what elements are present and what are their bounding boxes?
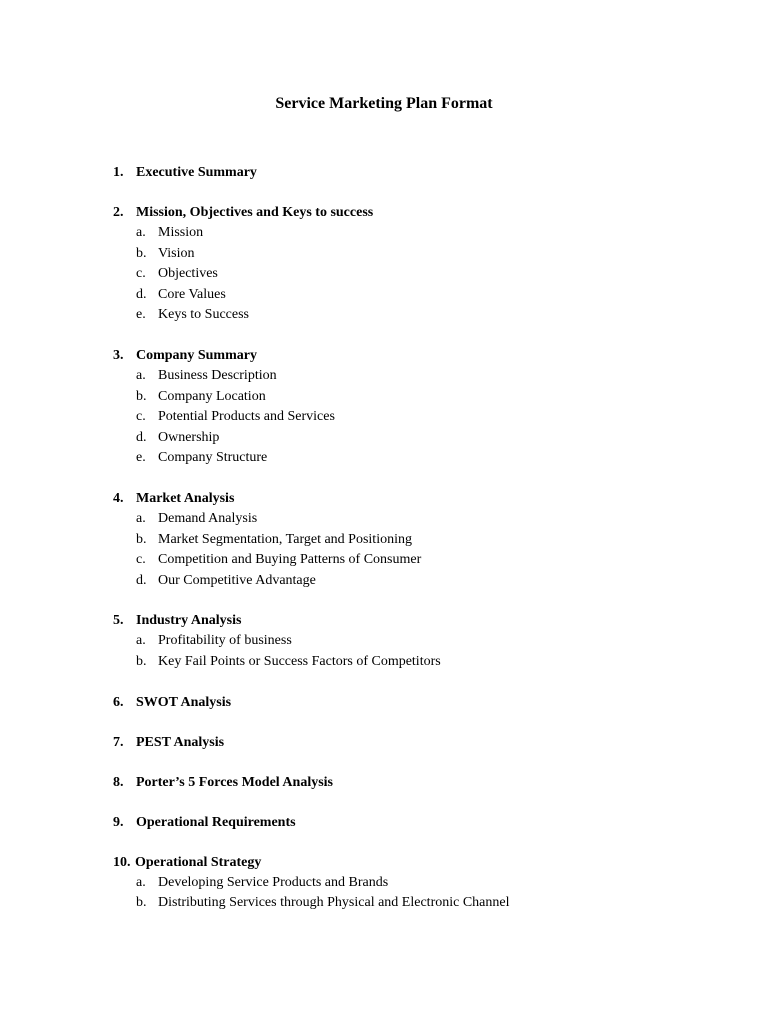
section-number: 5. <box>113 613 124 629</box>
section-number: 8. <box>113 774 124 790</box>
sub-item <box>113 448 733 469</box>
outline-list <box>113 163 733 934</box>
section-heading <box>113 163 733 183</box>
sub-item <box>113 366 733 387</box>
section-number: 9. <box>113 814 124 830</box>
sub-item-label: Ownership <box>158 429 220 445</box>
sub-item-letter: d. <box>136 286 147 302</box>
sub-item-letter: c. <box>136 266 146 282</box>
sub-item-letter: b. <box>136 531 147 547</box>
sub-item-letter: b. <box>136 895 147 911</box>
sub-item-label: Company Structure <box>158 450 268 466</box>
outline-section <box>113 773 733 793</box>
sub-item-list <box>113 366 733 469</box>
sub-item <box>113 387 733 408</box>
sub-item-label: Core Values <box>158 286 226 302</box>
sub-item-letter: b. <box>136 245 147 261</box>
sub-item-letter: d. <box>136 572 147 588</box>
sub-item-label: Developing Service Products and Brands <box>158 874 389 890</box>
section-label: Operational Requirements <box>136 814 296 830</box>
sub-item <box>113 244 733 265</box>
section-label: Market Analysis <box>136 490 235 506</box>
sub-item <box>113 428 733 449</box>
sub-item-label: Mission <box>158 225 204 240</box>
sub-item-label: Business Description <box>158 367 277 383</box>
section-heading <box>113 489 733 509</box>
section-label: Executive Summary <box>136 165 257 180</box>
sub-item-label: Keys to Success <box>158 307 249 323</box>
sub-item-label: Key Fail Points or Success Factors of Competitors <box>158 653 441 669</box>
section-number: 10. <box>113 854 131 870</box>
sub-item-list <box>113 873 733 914</box>
outline-section <box>113 163 733 183</box>
sub-item-letter: a. <box>136 510 146 526</box>
sub-item-label: Distributing Services through Physical and Electronic Channel <box>158 895 510 911</box>
section-number: 1. <box>113 165 124 180</box>
sub-item-letter: a. <box>136 225 146 240</box>
sub-item <box>113 407 733 428</box>
sub-item-label: Demand Analysis <box>158 510 258 526</box>
sub-item <box>113 550 733 571</box>
sub-item-letter: a. <box>136 367 146 383</box>
sub-item-label: Potential Products and Services <box>158 409 335 425</box>
sub-item <box>113 264 733 285</box>
sub-item <box>113 571 733 592</box>
section-number: 3. <box>113 347 124 363</box>
outline-section <box>113 853 733 914</box>
sub-item-list <box>113 509 733 591</box>
sub-item-label: Company Location <box>158 388 266 404</box>
section-heading <box>113 853 733 873</box>
section-label: Operational Strategy <box>135 854 262 870</box>
section-heading <box>113 203 733 223</box>
sub-item-label: Market Segmentation, Target and Positioning <box>158 531 412 547</box>
section-label: Mission, Objectives and Keys to success <box>136 205 374 220</box>
outline-section <box>113 813 733 833</box>
sub-item <box>113 530 733 551</box>
section-label: Industry Analysis <box>136 613 242 629</box>
sub-item <box>113 652 733 673</box>
sub-item-label: Our Competitive Advantage <box>158 572 316 588</box>
section-number: 4. <box>113 490 124 506</box>
sub-item-label: Competition and Buying Patterns of Consumer <box>158 552 422 568</box>
document-title: Service Marketing Plan Format <box>275 95 493 112</box>
section-heading <box>113 611 733 631</box>
sub-item <box>113 893 733 914</box>
section-heading <box>113 813 733 833</box>
sub-item-letter: b. <box>136 653 147 669</box>
outline-section <box>113 733 733 753</box>
sub-item <box>113 285 733 306</box>
sub-item <box>113 509 733 530</box>
outline-section <box>113 611 733 672</box>
sub-item-letter: e. <box>136 307 146 323</box>
sub-item-label: Vision <box>158 245 195 261</box>
section-heading <box>113 733 733 753</box>
sub-item <box>113 873 733 894</box>
outline-section <box>113 693 733 713</box>
section-number: 6. <box>113 694 124 710</box>
section-label: Porter’s 5 Forces Model Analysis <box>136 774 333 790</box>
sub-item-letter: d. <box>136 429 147 445</box>
sub-item-list <box>113 631 733 672</box>
section-number: 2. <box>113 205 124 220</box>
sub-item-list <box>113 223 733 326</box>
section-number: 7. <box>113 734 124 750</box>
section-heading <box>113 773 733 793</box>
section-label: Company Summary <box>136 347 257 363</box>
sub-item <box>113 631 733 652</box>
section-heading <box>113 693 733 713</box>
sub-item <box>113 305 733 326</box>
section-label: SWOT Analysis <box>136 694 232 710</box>
sub-item-letter: a. <box>136 874 146 890</box>
section-heading <box>113 346 733 366</box>
sub-item <box>113 223 733 244</box>
outline-section <box>113 489 733 591</box>
sub-item-letter: e. <box>136 450 146 466</box>
sub-item-letter: c. <box>136 409 146 425</box>
sub-item-letter: b. <box>136 388 147 404</box>
outline-section <box>113 203 733 326</box>
sub-item-letter: a. <box>136 633 146 649</box>
sub-item-label: Objectives <box>158 266 218 282</box>
section-label: PEST Analysis <box>136 734 225 750</box>
sub-item-label: Profitability of business <box>158 633 292 649</box>
sub-item-letter: c. <box>136 552 146 568</box>
outline-section <box>113 346 733 469</box>
